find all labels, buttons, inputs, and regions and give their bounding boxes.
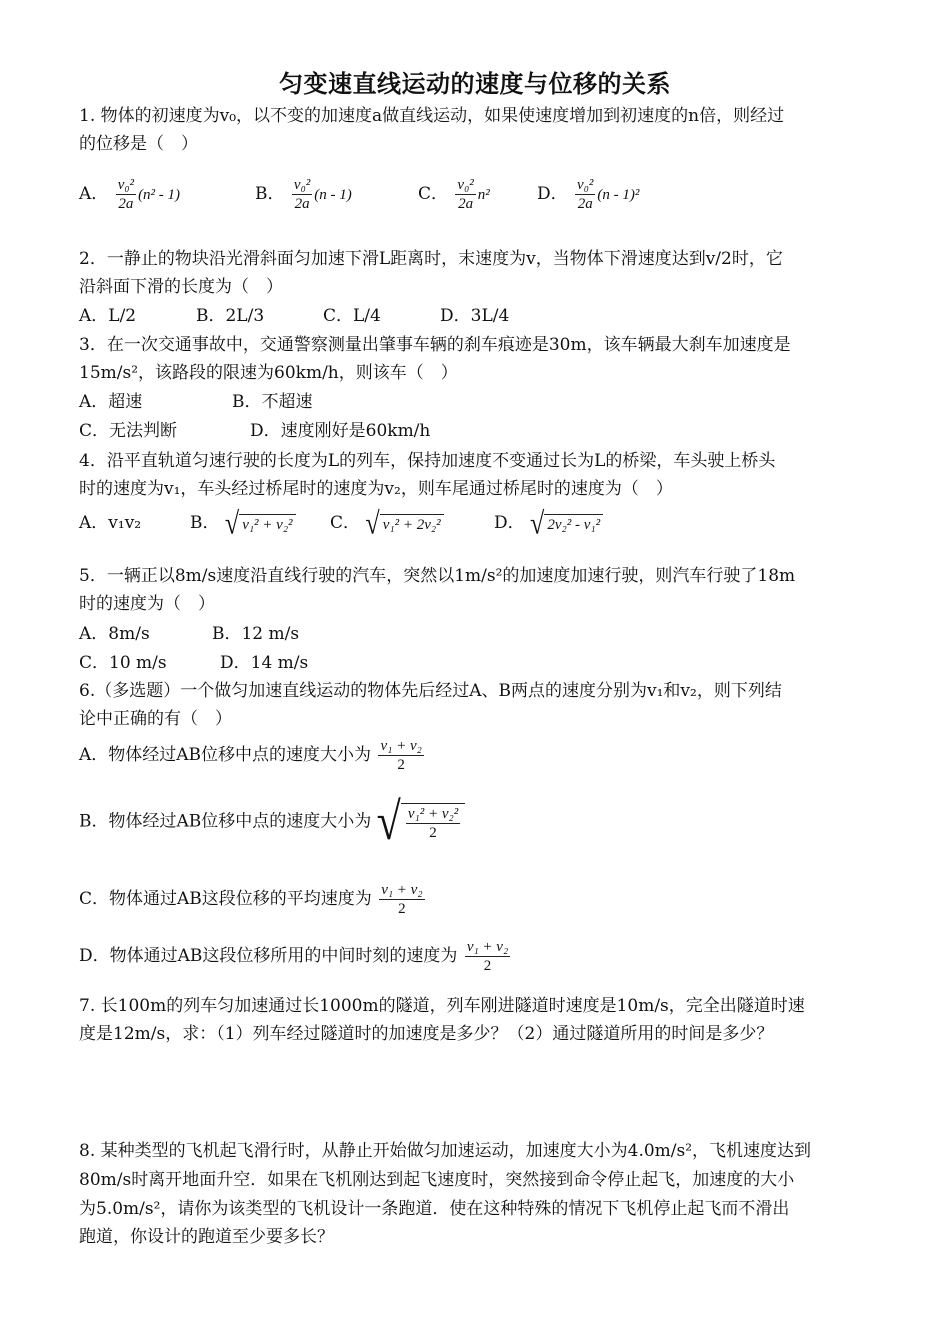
option-label: D．: [537, 184, 568, 204]
q4-line1: 4．沿平直轨道匀速行驶的长度为L的列车，保持加速度不变通过长为L的桥梁，车头驶上桥头: [79, 451, 776, 471]
q2-line2: 沿斜面下滑的长度为（ ）: [79, 277, 283, 297]
numerator: v₁² + v₂²: [407, 805, 459, 822]
option-label: B．: [190, 513, 220, 533]
numerator: v₀²: [293, 177, 311, 193]
sqrt-expression: [224, 505, 296, 541]
sqrt-expression: [530, 505, 603, 541]
numerator: v₀²: [457, 177, 474, 193]
denominator: 2: [429, 824, 437, 841]
sqrt-expression: [376, 792, 466, 851]
q5-option-b[interactable]: B．12 m/s: [212, 624, 300, 644]
q1-option-d[interactable]: [537, 176, 639, 213]
numerator: v₀²: [577, 177, 594, 193]
q5-option-a[interactable]: A．8m/s: [79, 624, 150, 644]
q2-option-b[interactable]: B．2L/3: [196, 306, 265, 326]
fraction: [465, 938, 510, 975]
q6-line1: 6.（多选题）一个做匀加速直线运动的物体先后经过A、B两点的速度分别为v₁和v₂，则下列结: [79, 681, 782, 701]
denominator: 2: [398, 901, 406, 917]
q1-option-c[interactable]: [418, 176, 490, 213]
radicand: v₁² + v₂²: [239, 514, 295, 534]
q6-option-d[interactable]: [79, 938, 512, 975]
q5-line1: 5．一辆正以8m/s速度沿直线行驶的汽车，突然以1m/s²的加速度加速行驶，则汽车行驶了18m: [79, 566, 796, 586]
q3-option-d[interactable]: D．速度刚好是60km/h: [250, 421, 431, 441]
numerator: v₁ + v₂: [466, 939, 509, 955]
radical-sign-icon: √: [530, 505, 545, 541]
q3-line2: 15m/s²，该路段的限速为60km/h，则该车（ ）: [79, 363, 458, 383]
q4-option-c[interactable]: [330, 505, 444, 541]
q3-option-c[interactable]: C．无法判断: [79, 421, 178, 441]
q3-line1: 3．在一次交通事故中，交通警察测量出肇事车辆的刹车痕迹是30m，该车辆最大刹车加速度是: [79, 335, 791, 355]
q5-line2: 时的速度为（ ）: [79, 594, 215, 614]
denominator: 2a: [577, 196, 593, 212]
q2-line1: 2．一静止的物块沿光滑斜面匀加速下滑L距离时，末速度为v，当物体下滑速度达到v/2时，它: [79, 249, 783, 269]
q8-line1: 8. 某种类型的飞机起飞滑行时，从静止开始做匀加速运动，加速度大小为4.0m/s²，飞机速度达到: [79, 1141, 812, 1161]
factor: (n² - 1): [138, 187, 181, 203]
option-label: D．: [494, 513, 525, 533]
numerator: v₁ + v₂: [381, 882, 423, 898]
fraction: [116, 176, 136, 213]
option-label: C．: [330, 513, 361, 533]
q7-line1: 7. 长100m的列车匀加速通过长1000m的隧道，列车刚进隧道时速度是10m/s，完全出隧道时速: [79, 996, 805, 1016]
factor: (n - 1)²: [597, 187, 640, 203]
fraction: [406, 805, 460, 842]
option-text: D．物体通过AB这段位移所用的中间时刻的速度为: [79, 946, 458, 966]
fraction: [378, 737, 423, 774]
fraction: [379, 881, 424, 918]
q5-option-d[interactable]: D．14 m/s: [220, 653, 309, 673]
q2-option-c[interactable]: C．L/4: [323, 306, 381, 326]
q6-option-c[interactable]: [79, 881, 427, 918]
radical-sign-icon: √: [365, 505, 380, 541]
option-label: A．: [79, 184, 109, 204]
radicand: [401, 803, 465, 842]
option-label: C．: [418, 184, 449, 204]
fraction: [455, 176, 475, 213]
numerator: v₁ + v₂: [380, 738, 422, 754]
numerator: v₀²: [117, 177, 135, 193]
factor: n²: [477, 187, 490, 203]
q4-option-a[interactable]: A．v₁v₂: [79, 513, 142, 533]
q5-option-c[interactable]: C．10 m/s: [79, 653, 167, 673]
denominator: 2a: [118, 196, 134, 212]
sqrt-expression: [365, 505, 443, 541]
option-text: B．物体经过AB位移中点的速度大小为: [79, 811, 372, 832]
radical-sign-icon: √: [376, 792, 401, 851]
q1-line2: 的位移是（ ）: [79, 134, 198, 154]
q6-option-b[interactable]: [79, 792, 465, 851]
q2-option-d[interactable]: D．3L/4: [440, 306, 510, 326]
radicand: v₁² + 2v₂²: [380, 514, 444, 534]
q8-line2: 80m/s时离开地面升空．如果在飞机刚达到起飞速度时，突然接到命令停止起飞，加速度的大小: [79, 1170, 795, 1190]
denominator: 2a: [458, 196, 474, 212]
option-text: A．物体经过AB位移中点的速度大小为: [79, 745, 372, 765]
radicand: 2v₂² - v₁²: [544, 514, 603, 534]
q8-line4: 跑道，你设计的跑道至少要多长？: [79, 1227, 334, 1247]
option-label: B．: [255, 184, 285, 204]
denominator: 2: [483, 958, 492, 974]
q3-option-a[interactable]: A．超速: [79, 392, 143, 412]
radical-sign-icon: √: [224, 505, 240, 541]
q8-line3: 为5.0m/s²，请你为该类型的飞机设计一条跑道．使在这种特殊的情况下飞机停止起飞而不滑出: [79, 1199, 790, 1219]
q1-line1: 1. 物体的初速度为v₀，以不变的加速度a做直线运动，如果使速度增加到初速度的n倍，则经过: [79, 106, 785, 126]
fraction: [292, 176, 312, 213]
q1-option-a[interactable]: [79, 176, 180, 213]
option-text: C．物体通过AB这段位移的平均速度为: [79, 889, 372, 909]
q7-line2: 度是12m/s，求：（1）列车经过隧道时的加速度是多少？（2）通过隧道所用的时间是多少？: [79, 1024, 774, 1044]
denominator: 2a: [294, 196, 310, 212]
q2-option-a[interactable]: A．L/2: [79, 306, 137, 326]
q1-option-b[interactable]: [255, 176, 352, 213]
q6-line2: 论中正确的有（ ）: [79, 709, 232, 729]
factor: (n - 1): [314, 187, 352, 203]
q4-line2: 时的速度为v₁，车头经过桥尾时的速度为v₂，则车尾通过桥尾时的速度为（ ）: [79, 479, 673, 499]
q6-option-a[interactable]: [79, 737, 426, 774]
q4-option-d[interactable]: [494, 505, 603, 541]
q3-option-b[interactable]: B．不超速: [232, 392, 313, 412]
denominator: 2: [397, 757, 405, 773]
fraction: [575, 176, 595, 213]
q4-option-b[interactable]: [190, 505, 296, 541]
page-title: 匀变速直线运动的速度与位移的关系: [279, 69, 671, 98]
